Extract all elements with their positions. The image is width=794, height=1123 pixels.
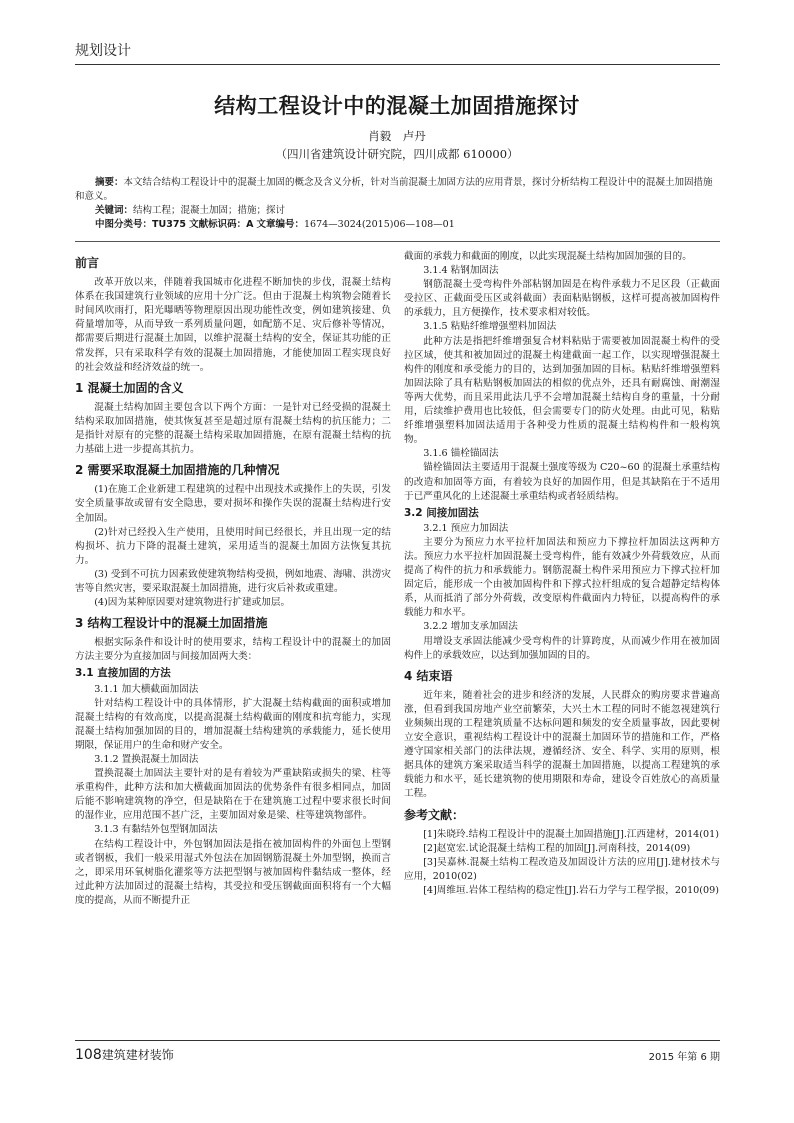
section-heading: 1 混凝土加固的含义	[75, 380, 184, 395]
paragraph: 主要分为预应力水平拉杆加固法和预应力下撑拉杆加固法这两种方法。预应力水平拉杆加固混凝土受弯构件，能有效减少外荷载效应，从而提高了构件的抗力和承载能力。钢筋混凝土构件采用预应力下撑式拉杆加固定后，能形成一个由被加固构件和下撑式拉杆组成的复合超静定结构体系，从而抵消了部分外荷载，改变原构件截面内力特征，以提高构件的承载能力和水平。	[404, 536, 720, 619]
running-header: 规划设计	[75, 43, 131, 59]
abstract-text: 本文结合结构工程设计中的混凝土加固的概念及含义分析，针对当前混凝土加固方法的应用背景，探讨分析结构工程设计中的混凝土加固措施和意义。	[75, 177, 713, 202]
section-heading: 2 需要采取混凝土加固措施的几种情况	[75, 463, 280, 478]
keywords-text: 结构工程；混凝土加固；措施；探讨	[133, 205, 286, 216]
issue-label: 2015 年第 6 期	[648, 1052, 720, 1063]
doc-code-label: 文献标识码：	[189, 219, 247, 230]
paragraph: 钢筋混凝土受弯构件外部粘钢加固是在构件承载力不足区段（正截面受拉区、正截面受压区或斜截面）表面粘贴钢板，这样可提高被加固构件的承载力，且方便操作，技术要求相对较低。	[404, 279, 720, 319]
paragraph: 改革开放以来，伴随着我国城市化进程不断加快的步伐，混凝土结构体系在我国建筑行业领域的应用十分广泛。但由于混凝土构筑物会随着长时间风吹雨打，阳光曝晒等物理原因出现功能性改变，例如建筑接建、负荷量增加等，从而导致一系列质量问题，如配筋不足、灾后修补等情况，都需要后期进行混凝土加固，以维护混凝土结构的安全，保证其功能的正常发挥，只有采取科学有效的混凝土加固措施，才能使加固工程实现良好的社会效益和经济效益的统一。	[75, 277, 391, 373]
header-divider	[75, 241, 720, 242]
section-heading: 3 结构工程设计中的混凝土加固措施	[75, 616, 268, 631]
subsubsection-heading: 3.1.3 有黏结外包型钢加固法	[94, 824, 218, 836]
paragraph: 混凝土结构加固主要包含以下两个方面：一是针对已经受损的混凝土结构采取加固措施，使其恢复甚至是超过原有混凝土结构的抗压能力；二是指针对原有的完整的混凝土结构采取加固措施，在原有混凝土结构的抗力基础上进一步提高其抗力。	[75, 401, 391, 456]
paragraph: 针对结构工程设计中的具体情形，扩大混凝土结构截面的面积或增加混凝土结构的有效高度，以提高混凝土结构截面的刚度和抗弯能力，实现混凝土结构加强加固的目的，增加混凝土结构建筑的承载能力，延长使用期限，保证用户的生命和财产安全。	[75, 697, 391, 751]
paragraph: (2)针对已经投入生产使用，且使用时间已经很长，并且出现一定的结构损坏、抗力下降的混凝土建筑，采用适当的混凝土加固方法恢复其抗力。	[75, 526, 391, 566]
subsubsection-heading: 3.2.1 预应力加固法	[423, 522, 509, 534]
keywords-label: 关键词：	[95, 205, 134, 216]
section-heading: 前言	[75, 256, 100, 270]
abstract-label: 摘要：	[95, 177, 124, 188]
paragraph: 近年来，随着社会的进步和经济的发展，人民群众的购房要求普遍高涨，但看到我国房地产业空前繁荣，大兴土木工程的同时不能忽视建筑行业频频出现的工程建筑质量不达标问题和频发的安全质量事故，因此要树立安全意识，重视结构工程设计中的混凝土加固环节的措施和工作，严格遵守国家相关部门的法律法规，遵循经济、安全、科学、实用的原则，根据具体的建筑方案采取适当科学的混凝土加固措施，以提高工程建筑的承载能力和水平，延长建筑物的使用期限和寿命，建设令百姓放心的高质量工程。	[404, 689, 720, 800]
subsubsection-heading: 3.1.1 加大横截面加固法	[94, 683, 199, 695]
clc-label: 中图分类号：	[95, 219, 153, 230]
right-column	[404, 250, 720, 898]
article-authors: 肖毅 卢丹	[368, 129, 426, 143]
article-title: 结构工程设计中的混凝土加固措施探讨	[214, 94, 580, 118]
section-heading: 4 结束语	[404, 668, 453, 683]
subsubsection-heading: 3.1.5 粘贴纤维增强塑料加固法	[423, 321, 557, 333]
footer-left	[75, 1046, 174, 1063]
journal-name: 建筑建材装饰	[101, 1048, 174, 1062]
subsection-heading: 3.1 直接加固的方法	[75, 667, 171, 680]
subsection-heading: 3.2 间接加固法	[404, 506, 479, 519]
paragraph: 截面的承载力和截面的刚度，以此实现混凝土结构加固加强的目的。	[404, 251, 692, 262]
subsubsection-heading: 3.1.4 粘钢加固法	[423, 265, 499, 277]
keywords	[75, 204, 720, 218]
paragraph: 根据实际条件和设计时的使用要求，结构工程设计中的混凝土的加固方法主要分为直接加固与间接加固两大类：	[75, 637, 391, 663]
reference-item: [3]吴嘉林.混凝土结构工程改造及加固设计方法的应用[J].建材技术与应用，2010(02)	[404, 856, 720, 882]
paragraph: 锚栓锚固法主要适用于混凝土强度等级为 C20~60 的混凝土承重结构的改造和加固等方面，有着较为良好的加固作用，但是其缺陷在于不适用于已严重风化的上述混凝土承重结构或者轻质结构。	[404, 462, 720, 502]
doc-code-value: A	[246, 219, 254, 230]
left-column	[75, 250, 391, 908]
subsubsection-heading: 3.2.2 增加支承加固法	[423, 621, 518, 633]
article-no-value: 1674—3024(2015)06—108—01	[304, 219, 455, 230]
page-number: 108	[75, 1047, 102, 1063]
references-heading: 参考文献：	[404, 807, 465, 822]
paragraph: 此种方法是指把纤维增强复合材料粘贴于需要被加固混凝土构件的受拉区域，使其和被加固过的混凝土构建截面一起工作，以实现增强混凝土构件的刚度和承受能力的目的，达到加强加固的目标。粘贴纤维增强塑料加固法除了具有粘贴钢板加固法的相似的优点外，还具有耐腐蚀、耐潮湿等两大优势，而且采用此法几乎不会增加混凝土结构自身的重量，十分耐用，后续维护费用也比较低，但会需要专门的防火处理。由此可见，粘贴纤维增强塑料加固法适用于各种受力性质的混凝土结构构件和一般构筑物。	[404, 335, 720, 446]
reference-item: [4]周维垣.岩体工程结构的稳定性[J].岩石力学与工程学报，2010(09)	[423, 885, 719, 897]
paragraph: (1)在施工企业新建工程建筑的过程中出现技术或操作上的失误，引发安全质量事故或留有安全隐患，要对损坏和操作失误的混凝土结构进行安全加固。	[75, 484, 391, 524]
reference-item: [2]赵宽宏.试论混凝土结构工程的加固[J].河南科技，2014(09)	[423, 842, 691, 854]
reference-item: [1]朱晓玲.结构工程设计中的混凝土加固措施[J].江西建材，2014(01)	[423, 828, 719, 840]
article-affiliation: （四川省建筑设计研究院，四川成都 610000）	[275, 147, 519, 161]
paragraph: (4)因为某种原因要对建筑物进行扩建或加层。	[94, 597, 291, 609]
article-no-label: 文章编号：	[256, 219, 304, 230]
abstract	[75, 176, 720, 203]
clc-value: TU375	[152, 219, 187, 230]
subsubsection-heading: 3.1.2 置换混凝土加固法	[94, 754, 199, 765]
subsubsection-heading: 3.1.6 锚栓锚固法	[423, 448, 499, 460]
paragraph: 置换混凝土加固法主要针对的是有着较为严重缺陷或损失的梁、柱等承重构件，此种方法和加大横截面加固法的优势条件有很多相同点，加固后能不影响建筑物的净空，但是缺陷在于在建筑施工过程中要求很长时间的湿作业，应用范围不甚广泛，主要加固对象是梁、柱等建筑物部件。	[75, 768, 391, 822]
header-rule	[75, 64, 720, 65]
paragraph: 在结构工程设计中，外包钢加固法是指在被加固构件的外面包上型钢或者钢板，我们一般采用湿式外包法在加固钢筋混凝土外加型钢，换而言之，即采用环氧树脂化灌浆等方法把型钢与被加固构件黏结成一整体，经过此种方法加固过的混凝土结构，其受拉和受压钢截面面积将有一个大幅度的提高，从而不断提升正	[75, 838, 391, 906]
footer-rule	[75, 1040, 720, 1041]
classification-line	[75, 218, 720, 232]
paragraph: (3) 受到不可抗力因素致使建筑物结构受损，例如地震、海啸、洪涝灾害等自然灾害，要采取混凝土加固措施，进行灾后补救或重建。	[75, 568, 391, 594]
paragraph: 用增设支承固法能减少受弯构件的计算跨度，从而减少作用在被加固构件上的承载效应，以达到加强加固的目的。	[404, 635, 720, 661]
